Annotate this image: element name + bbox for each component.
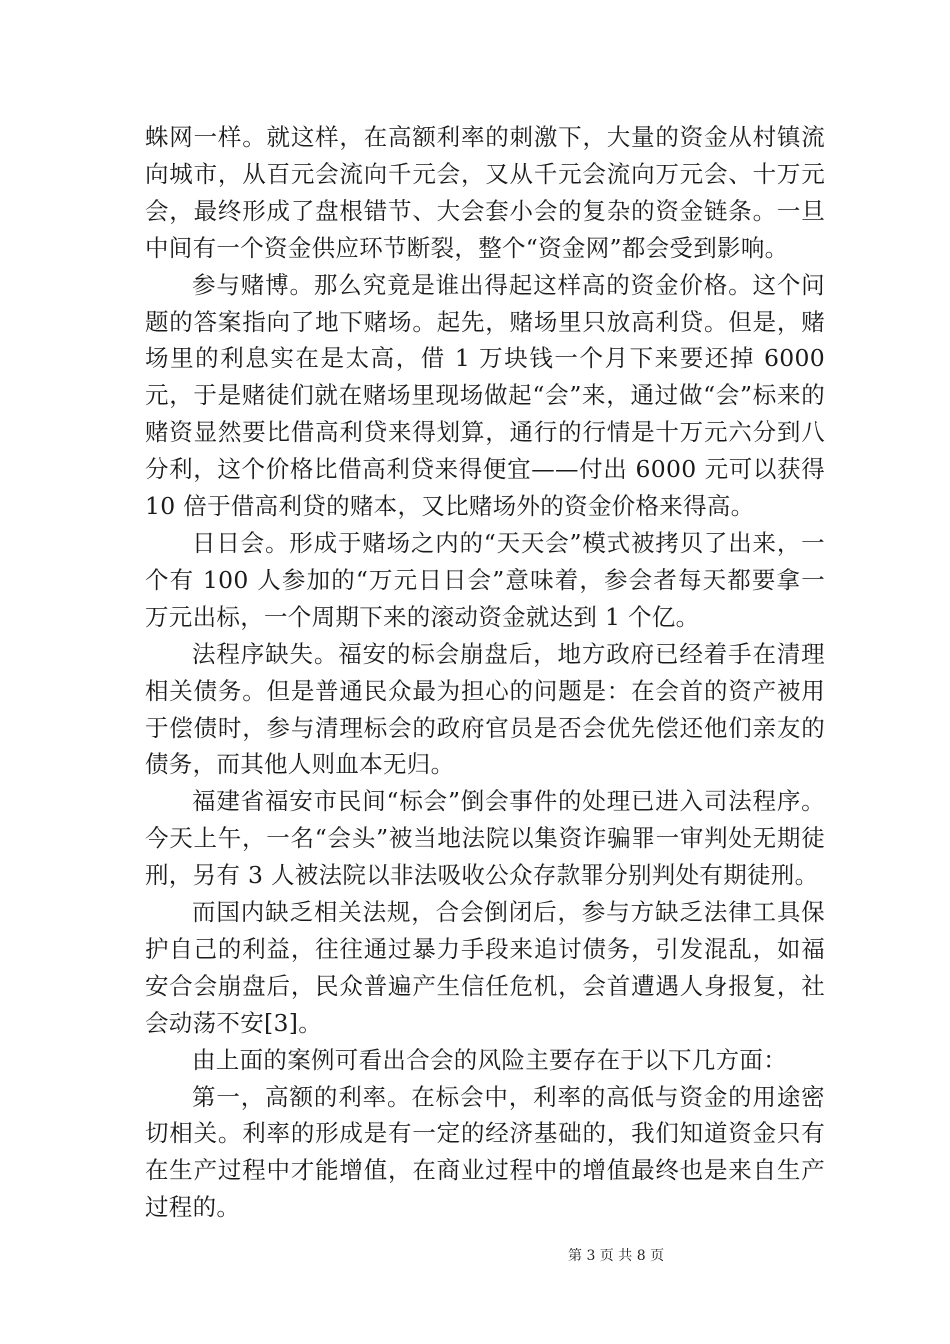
paragraph-continued: 蛛网一样。就这样，在高额利率的刺激下，大量的资金从村镇流向城市，从百元会流向千元会，又从千元会流向万元会、十万元会，最终形成了盘根错节、大会套小会的复杂的资金链条。一旦中间有一个资金供应环节断裂，整个“资金网”都会受到影响。 [145,123,825,262]
document-body [145,119,825,1226]
page-number: 第 3 页 共 8 页 [568,1248,665,1264]
paragraph-regulation: 而国内缺乏相关法规，合会倒闭后，参与方缺乏法律工具保护自己的利益，往往通过暴力手段来追讨债务，引发混乱，如福安合会崩盘后，民众普遍产生信任危机，会首遭遇人身报复，社会动荡不安[3]。 [145,898,825,1037]
paragraph-gambling: 参与赌博。那么究竟是谁出得起这样高的资金价格。这个问题的答案指向了地下赌场。起先，赌场里只放高利贷。但是，赌场里的利息实在是太高，借 1 万块钱一个月下来要还掉 6000 元，于是赌徒们就在赌场里现场做起“会”来，通过做“会”标来的赌资显然要比借高利贷来得划算，通行的行情是十万元六分到八分利，这个价格比借高利贷来得便宜——付出 6000 元可以获得 10 倍于借高利贷的赌本，又比赌场外的资金价格来得高。 [145,270,825,521]
paragraph-risk-intro: 由上面的案例可看出合会的风险主要存在于以下几方面： [192,1045,787,1074]
paragraph-legal-procedure: 法程序缺失。福安的标会崩盘后，地方政府已经着手在清理相关债务。但是普通民众最为担心的问题是：在会首的资产被用于偿债时，参与清理标会的政府官员是否会优先偿还他们亲友的债务，而其他人则血本无归。 [145,639,825,779]
paragraph-interest-rate: 第一，高额的利率。在标会中，利率的高低与资金的用途密切相关。利率的形成是有一定的经济基础的，我们知道资金只有在生产过程中才能增值，在商业过程中的增值最终也是来自生产过程的。 [145,1082,825,1222]
paragraph-fujian-case: 福建省福安市民间“标会”倒会事件的处理已进入司法程序。今天上午，一名“会头”被当地法院以集资诈骗罪一审判处无期徒刑，另有 3 人被法院以非法吸收公众存款罪分别判处有期徒刑。 [145,787,825,890]
paragraph-daily-association: 日日会。形成于赌场之内的“天天会”模式被拷贝了出来，一个有 100 人参加的“万元日日会”意味着，参会者每天都要拿一万元出标，一个周期下来的滚动资金就达到 1 个亿。 [145,528,825,631]
